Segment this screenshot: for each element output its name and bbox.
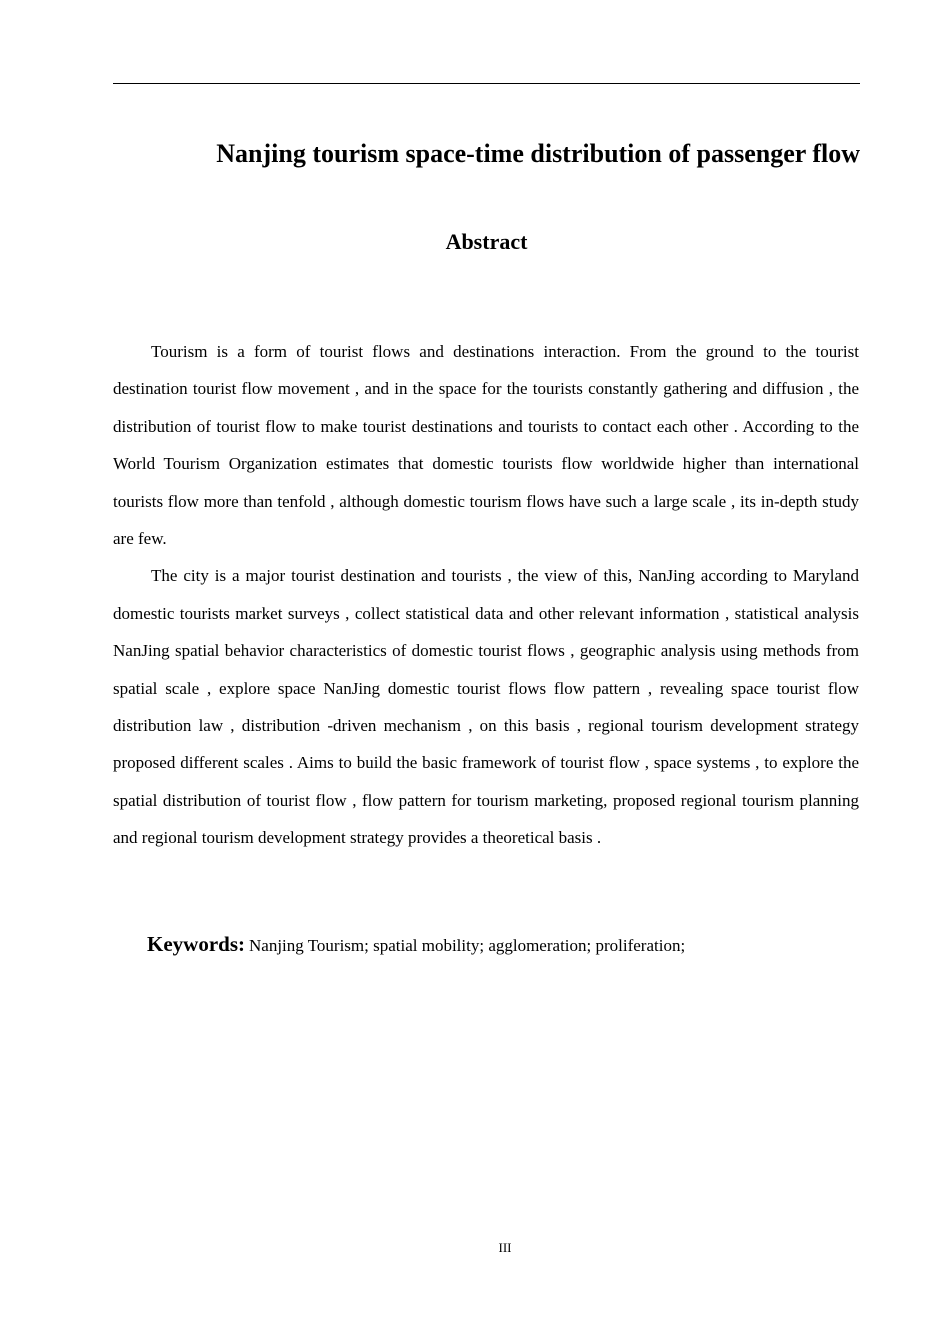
- abstract-heading: Abstract: [445, 229, 528, 254]
- abstract-paragraph-2: The city is a major tourist destination and tourists , the view of this, NanJing according to Maryland domestic tourists market surveys , collect statistical data and other relevant information , statistical analysis NanJing spatial behavior characteristics of domestic tourist flows , geographic analysis using methods from spatial scale , explore space NanJing domestic tourist flows flow pattern , revealing space tourist flow distribution law , distribution -driven mechanism , on this basis , regional tourism development strategy proposed different scales . Aims to build the basic framework of tourist flow , space systems , to explore the spatial distribution of tourist flow , flow pattern for tourism marketing, proposed regional tourism planning and regional tourism development strategy provides a theoretical basis .: [113, 566, 859, 848]
- abstract-body: [113, 333, 859, 857]
- keywords-label: Keywords:: [147, 932, 245, 956]
- keywords-line: [147, 927, 860, 964]
- page-number: III: [498, 1240, 512, 1255]
- keywords-value: Nanjing Tourism; spatial mobility; agglomeration; proliferation;: [249, 936, 686, 955]
- header-rule: [113, 83, 860, 84]
- abstract-paragraph-1: Tourism is a form of tourist flows and destinations interaction. From the ground to the tourist destination tourist flow movement , and in the space for the tourists constantly gathering and diffusion , the distribution of tourist flow to make tourist destinations and tourists to contact each other . According to the World Tourism Organization estimates that domestic tourists flow worldwide higher than international tourists flow more than tenfold , although domestic tourism flows have such a large scale , its in-depth study are few.: [113, 342, 859, 549]
- document-title: Nanjing tourism space-time distribution of passenger flow: [216, 139, 860, 168]
